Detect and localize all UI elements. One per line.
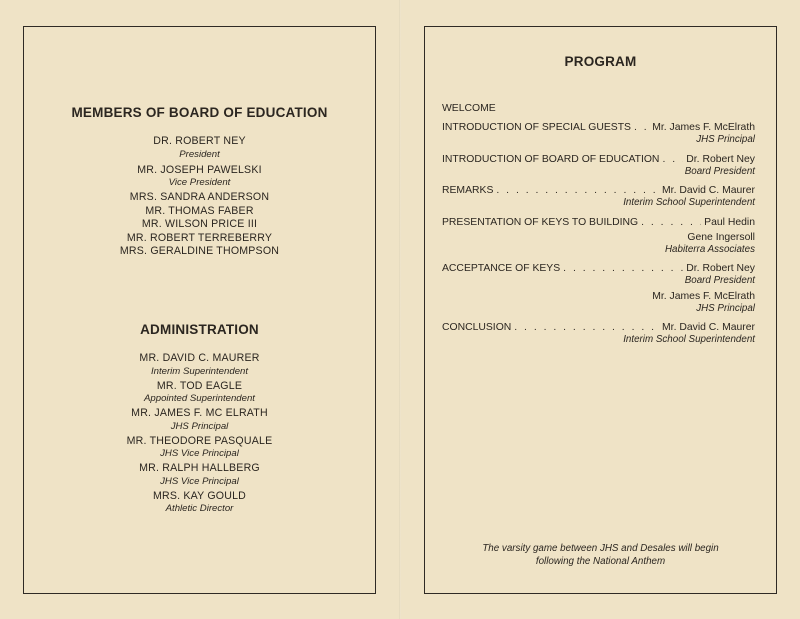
program-person-title: Board President (684, 275, 755, 286)
member-name: MR. ROBERT TERREBERRY (126, 231, 273, 244)
program-person: Mr. David C. Maurer (662, 322, 755, 333)
board-title: MEMBERS OF BOARD OF EDUCATION (71, 105, 328, 120)
leader-dots (662, 153, 683, 166)
member-role: President (179, 148, 220, 160)
program-person-title: Habiterra Associates (664, 243, 755, 255)
leader-dots (634, 121, 649, 134)
program-label: PRESENTATION OF KEYS TO BUILDING (442, 216, 639, 228)
program-item (442, 153, 755, 179)
admin-role: Appointed Superintendent (144, 393, 255, 404)
program-label: INTRODUCTION OF BOARD OF EDUCATION (442, 153, 660, 165)
program-item-welcome (442, 102, 755, 115)
admin-role: JHS Principal (170, 420, 229, 432)
leader-dots (514, 321, 659, 334)
program-label: WELCOME (442, 103, 496, 114)
board-member (24, 164, 375, 190)
board-member (24, 232, 375, 246)
program-person-title: Interim School Superintendent (623, 197, 755, 208)
admin-member (24, 462, 375, 488)
program-person: Paul Hedin (704, 216, 755, 228)
admin-name: MR. DAVID C. MAURER (139, 352, 260, 364)
admin-role: Athletic Director (165, 503, 234, 514)
board-member (24, 245, 375, 259)
program-title: PROGRAM (564, 54, 637, 69)
program-person: Gene Ingersoll (687, 231, 755, 243)
admin-list (24, 352, 375, 515)
admin-member (24, 380, 375, 406)
leader-dots (496, 184, 659, 197)
program-person-title: Interim School Superintendent (623, 334, 755, 345)
admin-name: MR. JAMES F. MC ELRATH (131, 407, 268, 419)
footer-line: following the National Anthem (535, 555, 666, 567)
footer-note (425, 543, 776, 568)
program-item (442, 184, 755, 210)
admin-role: Interim Superintendent (150, 365, 249, 377)
admin-member (24, 352, 375, 378)
member-name: MRS. SANDRA ANDERSON (129, 191, 270, 203)
admin-title: ADMINISTRATION (140, 322, 259, 337)
program-person: Dr. Robert Ney (686, 263, 755, 274)
member-name: DR. ROBERT NEY (153, 135, 246, 147)
admin-name: MR. TOD EAGLE (156, 379, 243, 392)
program-panel (424, 26, 777, 594)
member-name: MR. WILSON PRICE III (141, 218, 258, 230)
admin-name: MRS. KAY GOULD (152, 489, 247, 502)
admin-member (24, 407, 375, 433)
program-person-title: JHS Principal (696, 302, 755, 314)
board-member (24, 205, 375, 219)
program-person: Dr. Robert Ney (686, 153, 755, 165)
admin-name: MR. RALPH HALLBERG (139, 462, 260, 474)
leader-dots (563, 262, 683, 275)
admin-member (24, 435, 375, 461)
program-item (442, 121, 755, 147)
program-label: REMARKS (442, 185, 494, 196)
program-label: INTRODUCTION OF SPECIAL GUESTS (442, 122, 631, 133)
admin-role: JHS Vice Principal (160, 448, 239, 459)
member-name: MRS. GERALDINE THOMPSON (119, 245, 280, 257)
program-item (442, 321, 755, 347)
program-label: ACCEPTANCE OF KEYS (442, 263, 561, 274)
program-person-title: Board President (684, 165, 755, 177)
program-item (442, 216, 755, 257)
program-list (442, 102, 755, 347)
program-person-title: JHS Principal (696, 134, 755, 145)
program-person: Mr. David C. Maurer (662, 185, 755, 196)
program-person: Mr. James F. McElrath (652, 122, 755, 133)
board-list (24, 135, 375, 259)
program-person: Mr. James F. McElrath (652, 290, 755, 302)
admin-name: MR. THEODORE PASQUALE (126, 434, 273, 447)
program-label: CONCLUSION (442, 322, 512, 333)
admin-role: JHS Vice Principal (160, 475, 239, 487)
page-fold (399, 0, 401, 619)
member-name: MR. THOMAS FABER (145, 204, 254, 217)
board-admin-panel (23, 26, 376, 594)
leader-dots (641, 216, 701, 229)
footer-line: The varsity game between JHS and Desales will begin (482, 543, 719, 554)
program-item (442, 262, 755, 315)
admin-member (24, 490, 375, 516)
board-member (24, 135, 375, 161)
board-member (24, 191, 375, 205)
member-name: MR. JOSEPH PAWELSKI (137, 163, 262, 176)
board-member (24, 218, 375, 232)
member-role: Vice President (168, 177, 231, 188)
